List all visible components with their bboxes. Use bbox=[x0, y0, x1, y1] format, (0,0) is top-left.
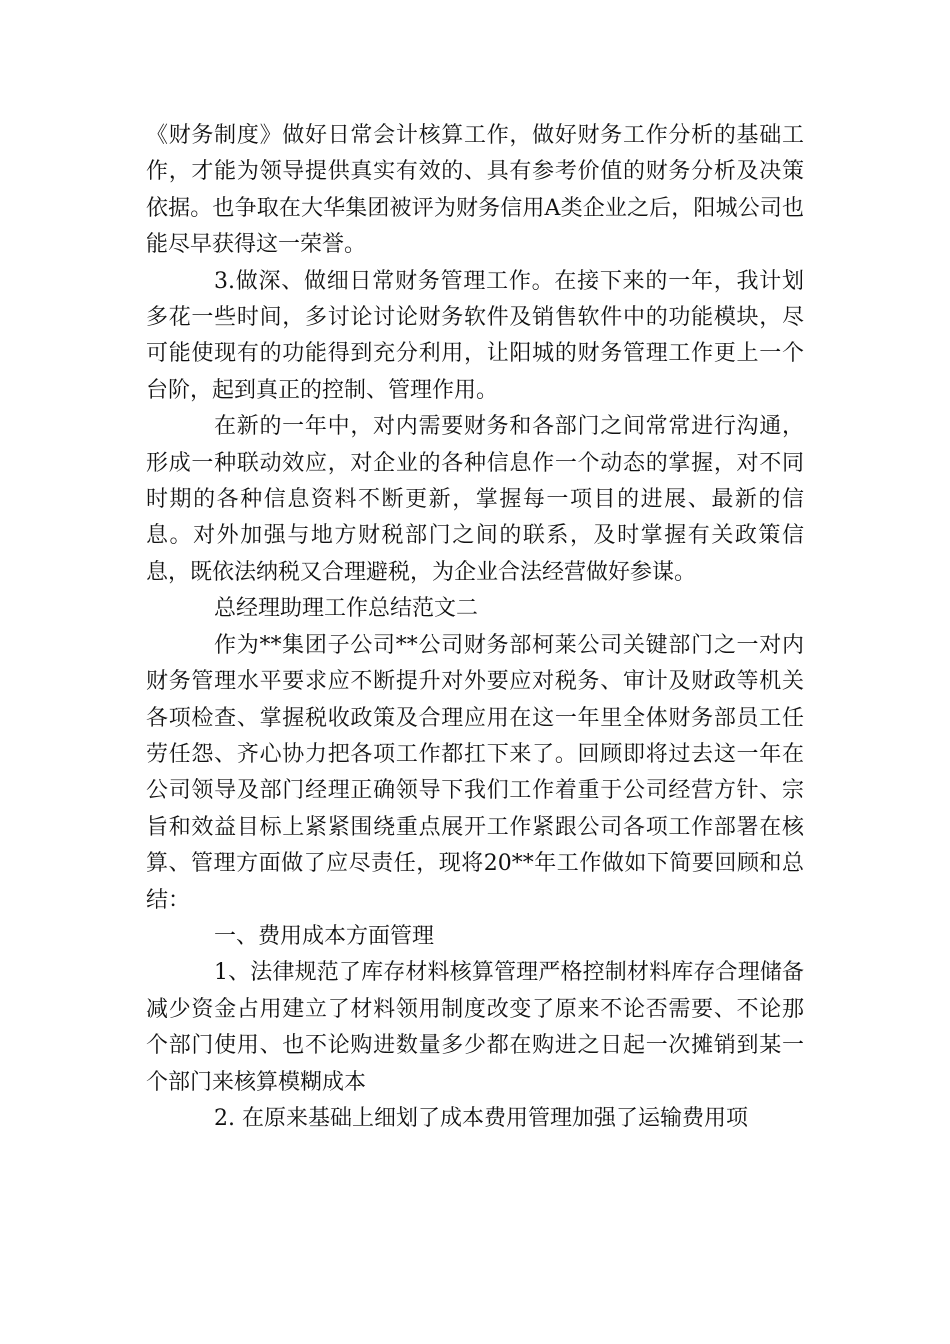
paragraph-6: 2. 在原来基础上细划了成本费用管理加强了运输费用项 bbox=[214, 1105, 748, 1131]
paragraph-3: 在新的一年中，对内需要财务和各部门之间常常进行沟通，形成一种联动效应，对企业的各种信息作一个动态的掌握，对不同时期的各种信息资料不断更新，掌握每一项目的进展、最新的信息。对外加强与地方财税部门之间的联系，及时掌握有关政策信息，既依法纳税又合理避税，为企业合法经营做好参谋。 bbox=[146, 414, 804, 585]
document-page bbox=[146, 118, 804, 1137]
subsection-heading: 一、费用成本方面管理 bbox=[214, 923, 435, 949]
paragraph-4: 作为**集团子公司**公司财务部柯莱公司关键部门之一对内财务管理水平要求应不断提升对外要应对税务、审计及财政等机关各项检查、掌握税收政策及合理应用在这一年里全体财务部员工任劳任怨、齐心协力把各项工作都扛下来了。回顾即将过去这一年在公司领导及部门经理正确领导下我们工作着重于公司经营方针、宗旨和效益目标上紧紧围绕重点展开工作紧跟公司各项工作部署在核算、管理方面做了应尽责任，现将20**年工作做如下简要回顾和总结： bbox=[146, 632, 804, 913]
section-heading: 总经理助理工作总结范文二 bbox=[214, 596, 479, 622]
paragraph-5: 1、法律规范了库存材料核算管理严格控制材料库存合理储备减少资金占用建立了材料领用制度改变了原来不论否需要、不论那个部门使用、也不论购进数量多少都在购进之日起一次摊销到某一个部门来核算模糊成本 bbox=[146, 960, 804, 1095]
paragraph-2: 3.做深、做细日常财务管理工作。在接下来的一年，我计划多花一些时间，多讨论讨论财务软件及销售软件中的功能模块，尽可能使现有的功能得到充分利用，让阳城的财务管理工作更上一个台阶，起到真正的控制、管理作用。 bbox=[146, 268, 804, 403]
paragraph-1: 《财务制度》做好日常会计核算工作，做好财务工作分析的基础工作，才能为领导提供真实有效的、具有参考价值的财务分析及决策依据。也争取在大华集团被评为财务信用A类企业之后，阳城公司也能尽早获得这一荣誉。 bbox=[146, 123, 804, 258]
